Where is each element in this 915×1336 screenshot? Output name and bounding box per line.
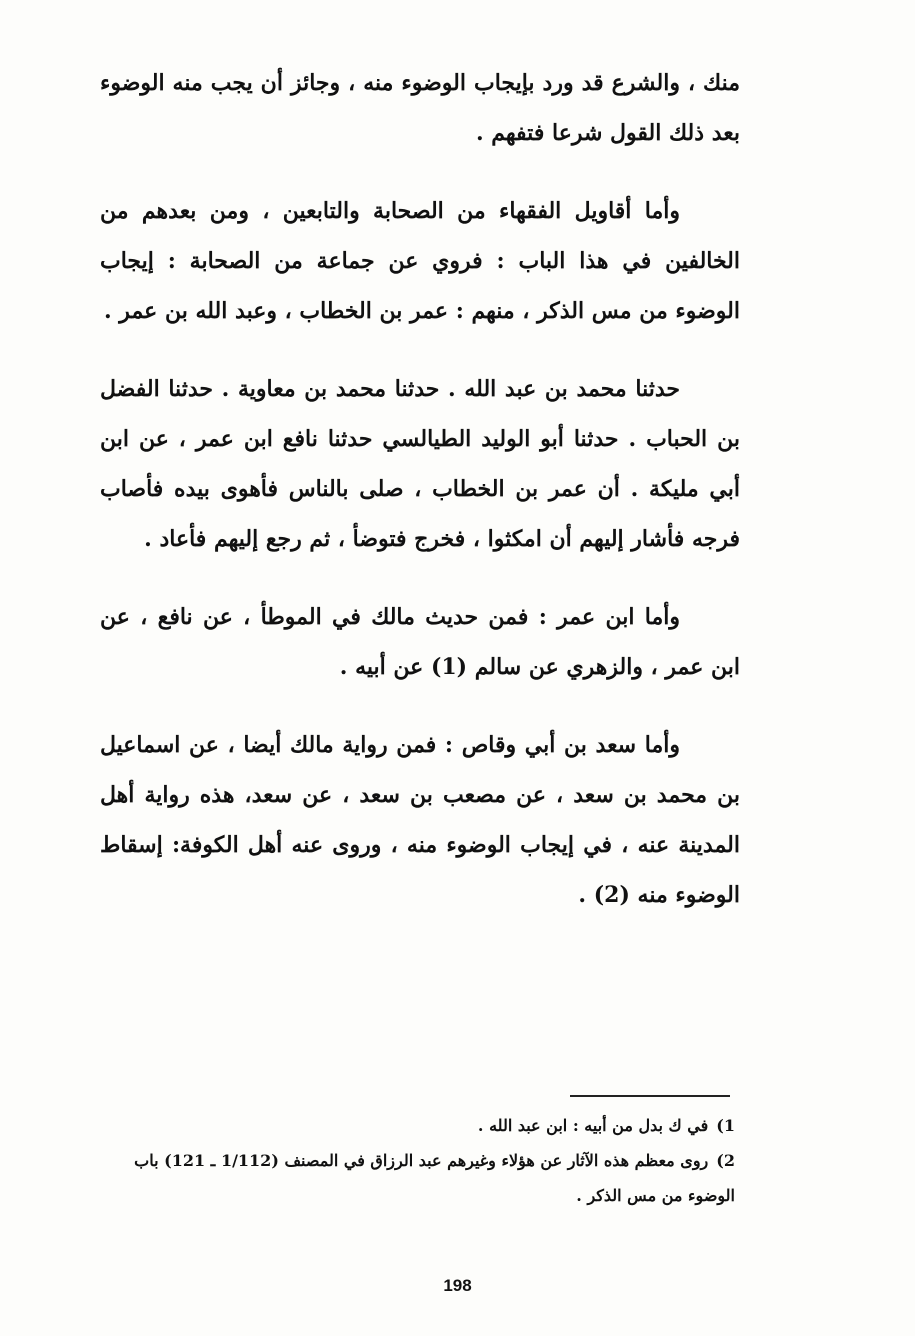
footnote (95, 1143, 735, 1213)
paragraph: وأما أقاويل الفقهاء من الصحابة والتابعين ، ومن بعدهم من الخالفين في هذا الباب : فروي عن جماعة من الصحابة : إيجاب الوضوء من مس الذكر ، منهم : عمر بن الخطاب ، وعبد الله بن عمر . (100, 198, 740, 324)
paragraph: وأما سعد بن أبي وقاص : فمن رواية مالك أيضا ، عن اسماعيل بن محمد بن سعد ، عن مصعب بن سعد ، عن سعد، هذه رواية أهل المدينة عنه ، في إيجاب الوضوء منه ، وروى عنه أهل الكوفة: إسقاط الوضوء منه (2) . (100, 732, 740, 908)
footnote-text: روى معظم هذه الآثار عن هؤلاء وغيرهم عبد الرزاق في المصنف (1/112 ـ 121) باب الوضوء من مس الذكر . (134, 1151, 735, 1205)
footnote-number: 2) (716, 1151, 735, 1170)
footnote-divider (570, 1095, 730, 1097)
main-text (100, 58, 740, 948)
footnote-number: 1) (716, 1116, 735, 1135)
page-number: 198 (443, 1276, 472, 1295)
footnote-text: في ك بدل من أبيه : ابن عبد الله . (477, 1116, 709, 1135)
paragraph: منك ، والشرع قد ورد بإيجاب الوضوء منه ، وجائز أن يجب منه الوضوء بعد ذلك القول شرعا فتفهم . (100, 70, 740, 146)
paragraph: وأما ابن عمر : فمن حديث مالك في الموطأ ، عن نافع ، عن ابن عمر ، والزهري عن سالم (1) عن أبيه . (100, 604, 740, 680)
footnote (95, 1108, 735, 1143)
paragraph: حدثنا محمد بن عبد الله . حدثنا محمد بن معاوية . حدثنا الفضل بن الحباب . حدثنا أبو الوليد الطيالسي حدثنا نافع ابن عمر ، عن ابن أبي مليكة . أن عمر بن الخطاب ، صلى بالناس فأهوى بيده فأصاب فرجه فأشار إليهم أن امكثوا ، فخرج فتوضأ ، ثم رجع إليهم فأعاد . (100, 376, 740, 552)
footnotes (95, 1108, 735, 1213)
